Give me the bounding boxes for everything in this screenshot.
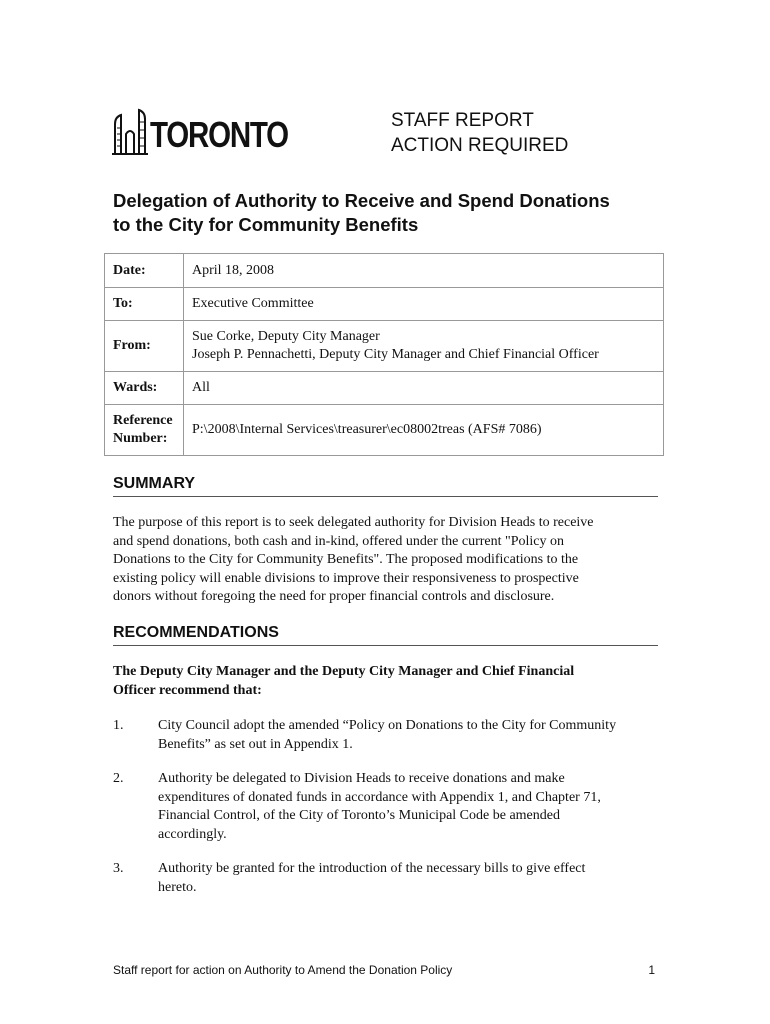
date-label: Date: — [105, 254, 184, 288]
report-info-table — [104, 253, 664, 456]
to-value: Executive Committee — [184, 288, 664, 321]
from-value — [184, 321, 664, 372]
recommendation-item-3 — [113, 860, 653, 897]
wards-label: Wards: — [105, 372, 184, 405]
recommendation-number: 3. — [113, 861, 124, 876]
wards-row — [105, 372, 664, 405]
summary-line: Donations to the City for Community Benefits". The proposed modifications to the — [113, 552, 579, 567]
recommendation-text — [158, 717, 653, 754]
report-type-line2: ACTION REQUIRED — [391, 135, 569, 156]
page-number: 1 — [648, 963, 655, 977]
intro-line2: Officer recommend that: — [113, 682, 262, 698]
footer-text: Staff report for action on Authority to Amend the Donation Policy — [113, 963, 453, 977]
reference-label-line2: Number: — [113, 431, 168, 446]
reference-label — [105, 405, 184, 456]
summary-paragraph — [113, 514, 643, 607]
date-value: April 18, 2008 — [184, 254, 664, 288]
report-type-line1: STAFF REPORT — [391, 110, 534, 131]
reference-row — [105, 405, 664, 456]
city-hall-icon — [112, 104, 148, 156]
recommendation-number: 1. — [113, 718, 124, 733]
recommendation-number: 2. — [113, 771, 124, 786]
recommendation-line: Authority be granted for the introduction of the necessary bills to give effect — [158, 861, 586, 876]
recommendation-item-2 — [113, 770, 653, 844]
recommendation-line: Authority be delegated to Division Heads to receive donations and make — [158, 771, 565, 786]
from-value-line1: Sue Corke, Deputy City Manager — [192, 329, 380, 344]
reference-value: P:\2008\Internal Services\treasurer\ec08002treas (AFS# 7086) — [184, 405, 664, 456]
recommendation-item-1 — [113, 717, 653, 754]
summary-line: and spend donations, both cash and in-kind, offered under the current "Policy on — [113, 533, 565, 549]
from-value-line2: Joseph P. Pennachetti, Deputy City Manager and Chief Financial Officer — [192, 347, 599, 362]
recommendations-heading: RECOMMENDATIONS — [113, 623, 658, 646]
recommendations-intro — [113, 663, 643, 700]
recommendation-line: Benefits” as set out in Appendix 1. — [158, 736, 353, 752]
recommendation-line: Financial Control, of the City of Toronto’s Municipal Code be amended — [158, 808, 560, 823]
summary-line: existing policy will enable divisions to improve their responsiveness to prospective — [113, 570, 579, 586]
recommendation-line: hereto. — [158, 879, 197, 895]
summary-line: The purpose of this report is to seek delegated authority for Division Heads to receive — [113, 515, 594, 530]
title-line1: Delegation of Authority to Receive and Spend Donations — [113, 190, 610, 211]
date-row — [105, 254, 664, 288]
recommendation-line: City Council adopt the amended “Policy on Donations to the City for Community — [158, 718, 617, 733]
summary-heading: SUMMARY — [113, 474, 658, 497]
report-title — [113, 189, 673, 237]
to-row — [105, 288, 664, 321]
toronto-logo — [112, 100, 318, 156]
recommendation-text — [158, 770, 653, 844]
wards-value: All — [184, 372, 664, 405]
page-footer — [113, 963, 655, 977]
intro-line1: The Deputy City Manager and the Deputy City Manager and Chief Financial — [113, 664, 575, 679]
report-type — [391, 108, 568, 158]
recommendation-line: accordingly. — [158, 826, 227, 842]
to-label: To: — [105, 288, 184, 321]
recommendation-line: expenditures of donated funds in accordance with Appendix 1, and Chapter 71, — [158, 789, 601, 805]
from-row — [105, 321, 664, 372]
summary-line: donors without foregoing the need for proper financial controls and disclosure. — [113, 589, 555, 604]
recommendation-text — [158, 860, 653, 897]
reference-label-line1: Reference — [113, 413, 173, 428]
from-label: From: — [105, 321, 184, 372]
title-line2: to the City for Community Benefits — [113, 214, 419, 235]
logo-wordmark: TORONTO — [150, 114, 288, 155]
